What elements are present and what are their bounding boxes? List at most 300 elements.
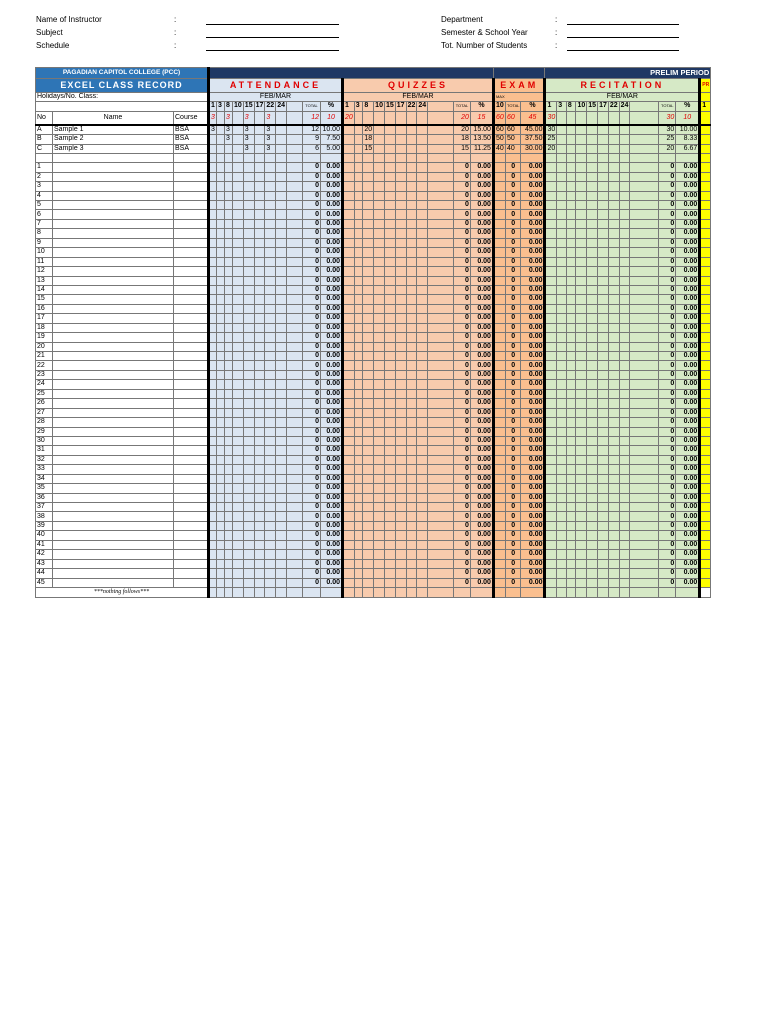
score-cell[interactable] (276, 446, 287, 455)
score-cell[interactable] (493, 248, 505, 257)
score-cell[interactable] (587, 569, 598, 578)
score-cell[interactable] (342, 257, 354, 266)
score-cell[interactable] (233, 503, 244, 512)
score-cell[interactable] (608, 219, 619, 228)
score-cell[interactable] (225, 465, 233, 474)
score-cell[interactable] (384, 314, 395, 323)
score-cell[interactable] (587, 352, 598, 361)
student-course[interactable] (174, 219, 209, 228)
score-cell[interactable] (276, 474, 287, 483)
score-cell[interactable] (545, 323, 557, 332)
score-cell[interactable] (209, 210, 217, 219)
score-cell[interactable] (545, 248, 557, 257)
score-cell[interactable] (384, 352, 395, 361)
score-cell[interactable] (406, 144, 417, 153)
score-cell[interactable] (576, 493, 587, 502)
score-cell[interactable] (557, 559, 567, 568)
score-cell[interactable] (384, 285, 395, 294)
score-cell[interactable] (493, 257, 505, 266)
score-cell[interactable] (384, 465, 395, 474)
score-cell[interactable] (608, 125, 619, 135)
score-cell[interactable] (587, 191, 598, 200)
score-cell[interactable] (254, 408, 265, 417)
score-cell[interactable] (545, 399, 557, 408)
score-cell[interactable] (598, 219, 609, 228)
score-cell[interactable] (395, 352, 406, 361)
score-cell[interactable] (209, 276, 217, 285)
score-cell[interactable] (576, 285, 587, 294)
score-cell[interactable] (363, 370, 374, 379)
score-cell[interactable] (395, 304, 406, 313)
score-cell[interactable] (254, 380, 265, 389)
score-cell[interactable] (598, 314, 609, 323)
score-cell[interactable] (374, 191, 385, 200)
score-cell[interactable] (576, 238, 587, 247)
score-cell[interactable] (576, 172, 587, 181)
score-cell[interactable] (545, 503, 557, 512)
score-cell[interactable] (406, 276, 417, 285)
student-course[interactable] (174, 455, 209, 464)
score-cell[interactable] (209, 248, 217, 257)
score-cell[interactable] (557, 446, 567, 455)
score-cell[interactable] (217, 418, 225, 427)
score-cell[interactable] (374, 182, 385, 191)
score-cell[interactable] (254, 201, 265, 210)
score-cell[interactable] (619, 333, 630, 342)
score-cell[interactable] (233, 352, 244, 361)
score-cell[interactable] (354, 352, 363, 361)
score-cell[interactable] (374, 380, 385, 389)
score-cell[interactable] (576, 389, 587, 398)
student-course[interactable] (174, 352, 209, 361)
score-cell[interactable] (233, 276, 244, 285)
score-cell[interactable] (406, 380, 417, 389)
score-cell[interactable] (233, 304, 244, 313)
student-name[interactable] (53, 446, 174, 455)
score-cell[interactable] (217, 135, 225, 144)
score-cell[interactable] (493, 285, 505, 294)
student-name[interactable] (53, 172, 174, 181)
score-cell[interactable] (276, 342, 287, 351)
student-name[interactable] (53, 276, 174, 285)
score-cell[interactable] (406, 361, 417, 370)
student-course[interactable] (174, 427, 209, 436)
score-cell[interactable] (608, 380, 619, 389)
score-cell[interactable] (395, 295, 406, 304)
score-cell[interactable] (566, 474, 576, 483)
score-cell[interactable] (417, 229, 428, 238)
score-cell[interactable] (254, 163, 265, 172)
score-cell[interactable] (619, 493, 630, 502)
score-cell[interactable] (374, 248, 385, 257)
score-cell[interactable] (342, 521, 354, 530)
score-cell[interactable] (598, 361, 609, 370)
score-cell[interactable] (342, 333, 354, 342)
score-cell[interactable] (374, 465, 385, 474)
score-cell[interactable] (417, 578, 428, 587)
score-cell[interactable] (209, 531, 217, 540)
score-cell[interactable] (374, 484, 385, 493)
score-cell[interactable] (217, 578, 225, 587)
score-cell[interactable] (225, 201, 233, 210)
score-cell[interactable] (342, 144, 354, 153)
score-cell[interactable] (374, 578, 385, 587)
score-cell[interactable] (598, 276, 609, 285)
score-cell[interactable] (342, 455, 354, 464)
score-cell[interactable] (225, 531, 233, 540)
student-course[interactable] (174, 465, 209, 474)
student-name[interactable] (53, 569, 174, 578)
score-cell[interactable] (608, 389, 619, 398)
score-cell[interactable] (276, 248, 287, 257)
student-course[interactable] (174, 380, 209, 389)
score-cell[interactable] (545, 484, 557, 493)
score-cell[interactable] (384, 323, 395, 332)
score-cell[interactable] (225, 238, 233, 247)
score-cell[interactable] (576, 521, 587, 530)
score-cell[interactable]: 3 (265, 125, 276, 135)
score-cell[interactable] (354, 578, 363, 587)
score-cell[interactable] (254, 135, 265, 144)
score-cell[interactable] (225, 248, 233, 257)
score-cell[interactable] (374, 436, 385, 445)
score-cell[interactable] (276, 125, 287, 135)
score-cell[interactable] (566, 219, 576, 228)
score-cell[interactable] (619, 484, 630, 493)
score-cell[interactable] (243, 474, 254, 483)
student-course[interactable] (174, 531, 209, 540)
score-cell[interactable] (406, 295, 417, 304)
score-cell[interactable] (395, 550, 406, 559)
score-cell[interactable] (545, 229, 557, 238)
score-cell[interactable] (384, 182, 395, 191)
score-cell[interactable] (384, 484, 395, 493)
score-cell[interactable] (566, 352, 576, 361)
score-cell[interactable] (417, 427, 428, 436)
score-cell[interactable] (406, 512, 417, 521)
score-cell[interactable] (217, 361, 225, 370)
score-cell[interactable] (545, 267, 557, 276)
score-cell[interactable] (254, 219, 265, 228)
score-cell[interactable] (209, 144, 217, 153)
score-cell[interactable] (608, 285, 619, 294)
score-cell[interactable] (233, 333, 244, 342)
score-cell[interactable] (209, 418, 217, 427)
score-cell[interactable] (374, 455, 385, 464)
score-cell[interactable] (566, 276, 576, 285)
score-cell[interactable] (417, 219, 428, 228)
score-cell[interactable] (225, 219, 233, 228)
score-cell[interactable] (265, 276, 276, 285)
score-cell[interactable] (374, 314, 385, 323)
score-cell[interactable] (354, 201, 363, 210)
score-cell[interactable] (619, 267, 630, 276)
score-cell[interactable] (384, 540, 395, 549)
score-cell[interactable] (254, 455, 265, 464)
score-cell[interactable] (493, 219, 505, 228)
score-cell[interactable] (384, 493, 395, 502)
score-cell[interactable] (233, 569, 244, 578)
score-cell[interactable] (576, 210, 587, 219)
score-cell[interactable] (217, 163, 225, 172)
score-cell[interactable] (557, 436, 567, 445)
score-cell[interactable] (587, 135, 598, 144)
score-cell[interactable] (225, 144, 233, 153)
score-cell[interactable] (395, 323, 406, 332)
score-cell[interactable]: 25 (545, 135, 557, 144)
score-cell[interactable] (576, 191, 587, 200)
score-cell[interactable] (342, 550, 354, 559)
score-cell[interactable] (233, 521, 244, 530)
student-name[interactable] (53, 436, 174, 445)
score-cell[interactable] (493, 229, 505, 238)
score-cell[interactable] (342, 380, 354, 389)
score-cell[interactable] (363, 314, 374, 323)
score-cell[interactable] (217, 229, 225, 238)
score-cell[interactable] (417, 418, 428, 427)
score-cell[interactable] (417, 314, 428, 323)
score-cell[interactable] (608, 578, 619, 587)
score-cell[interactable] (374, 238, 385, 247)
score-cell[interactable] (265, 342, 276, 351)
score-cell[interactable] (374, 493, 385, 502)
score-cell[interactable]: 50 (493, 135, 505, 144)
student-course[interactable] (174, 578, 209, 587)
score-cell[interactable] (417, 144, 428, 153)
score-cell[interactable] (598, 493, 609, 502)
score-cell[interactable] (217, 172, 225, 181)
score-cell[interactable] (217, 219, 225, 228)
score-cell[interactable] (566, 285, 576, 294)
score-cell[interactable] (209, 540, 217, 549)
score-cell[interactable] (225, 352, 233, 361)
score-cell[interactable] (384, 201, 395, 210)
score-cell[interactable] (384, 370, 395, 379)
student-name[interactable] (53, 323, 174, 332)
score-cell[interactable] (608, 465, 619, 474)
score-cell[interactable] (608, 276, 619, 285)
score-cell[interactable] (395, 182, 406, 191)
score-cell[interactable] (265, 201, 276, 210)
score-cell[interactable] (276, 257, 287, 266)
score-cell[interactable] (576, 361, 587, 370)
score-cell[interactable] (209, 172, 217, 181)
score-cell[interactable] (619, 229, 630, 238)
score-cell[interactable] (254, 285, 265, 294)
score-cell[interactable] (225, 191, 233, 200)
score-cell[interactable] (587, 333, 598, 342)
score-cell[interactable] (243, 276, 254, 285)
score-cell[interactable] (363, 219, 374, 228)
score-cell[interactable] (243, 323, 254, 332)
score-cell[interactable] (576, 201, 587, 210)
score-cell[interactable] (265, 408, 276, 417)
score-cell[interactable] (576, 512, 587, 521)
student-name[interactable] (53, 380, 174, 389)
score-cell[interactable] (265, 578, 276, 587)
score-cell[interactable] (566, 295, 576, 304)
score-cell[interactable] (342, 569, 354, 578)
score-cell[interactable] (619, 219, 630, 228)
score-cell[interactable] (254, 399, 265, 408)
score-cell[interactable] (354, 484, 363, 493)
score-cell[interactable] (276, 559, 287, 568)
score-cell[interactable] (243, 285, 254, 294)
score-cell[interactable] (254, 125, 265, 135)
score-cell[interactable] (209, 521, 217, 530)
score-cell[interactable] (209, 219, 217, 228)
score-cell[interactable] (587, 267, 598, 276)
score-cell[interactable] (342, 219, 354, 228)
score-cell[interactable] (598, 521, 609, 530)
score-cell[interactable] (225, 474, 233, 483)
score-cell[interactable] (566, 540, 576, 549)
student-course[interactable] (174, 314, 209, 323)
score-cell[interactable] (254, 493, 265, 502)
score-cell[interactable] (217, 295, 225, 304)
score-cell[interactable] (557, 408, 567, 417)
score-cell[interactable] (254, 182, 265, 191)
score-cell[interactable] (217, 550, 225, 559)
score-cell[interactable] (545, 493, 557, 502)
score-cell[interactable] (233, 361, 244, 370)
score-cell[interactable] (598, 333, 609, 342)
score-cell[interactable] (342, 229, 354, 238)
score-cell[interactable] (363, 569, 374, 578)
score-cell[interactable] (619, 191, 630, 200)
score-cell[interactable] (587, 361, 598, 370)
score-cell[interactable] (254, 172, 265, 181)
instructor-field[interactable] (206, 15, 339, 25)
score-cell[interactable] (545, 389, 557, 398)
score-cell[interactable] (217, 389, 225, 398)
student-name[interactable] (53, 493, 174, 502)
score-cell[interactable] (557, 144, 567, 153)
score-cell[interactable] (254, 333, 265, 342)
score-cell[interactable] (254, 578, 265, 587)
score-cell[interactable] (406, 267, 417, 276)
score-cell[interactable] (233, 389, 244, 398)
score-cell[interactable] (342, 436, 354, 445)
score-cell[interactable] (374, 352, 385, 361)
score-cell[interactable] (374, 304, 385, 313)
student-name[interactable]: Sample 3 (53, 144, 174, 153)
score-cell[interactable] (566, 191, 576, 200)
score-cell[interactable] (417, 333, 428, 342)
score-cell[interactable] (233, 380, 244, 389)
score-cell[interactable] (417, 521, 428, 530)
score-cell[interactable] (363, 531, 374, 540)
score-cell[interactable] (354, 182, 363, 191)
score-cell[interactable] (342, 408, 354, 417)
score-cell[interactable]: 15 (364, 144, 373, 152)
score-cell[interactable] (587, 427, 598, 436)
student-name[interactable] (53, 540, 174, 549)
score-cell[interactable] (417, 531, 428, 540)
score-cell[interactable] (354, 219, 363, 228)
student-name[interactable] (53, 248, 174, 257)
score-cell[interactable] (217, 531, 225, 540)
score-cell[interactable] (254, 248, 265, 257)
score-cell[interactable] (608, 455, 619, 464)
score-cell[interactable] (598, 446, 609, 455)
score-cell[interactable] (217, 201, 225, 210)
score-cell[interactable] (395, 201, 406, 210)
score-cell[interactable] (265, 304, 276, 313)
score-cell[interactable] (217, 182, 225, 191)
score-cell[interactable] (276, 493, 287, 502)
score-cell[interactable] (354, 380, 363, 389)
score-cell[interactable] (354, 540, 363, 549)
score-cell[interactable] (566, 201, 576, 210)
student-name[interactable] (53, 201, 174, 210)
score-cell[interactable] (384, 295, 395, 304)
score-cell[interactable] (374, 295, 385, 304)
score-cell[interactable] (406, 408, 417, 417)
score-cell[interactable] (576, 408, 587, 417)
score-cell[interactable]: 60 (493, 125, 505, 135)
score-cell[interactable] (566, 455, 576, 464)
score-cell[interactable] (557, 484, 567, 493)
score-cell[interactable] (619, 512, 630, 521)
student-name[interactable] (53, 408, 174, 417)
score-cell[interactable] (265, 493, 276, 502)
score-cell[interactable] (557, 352, 567, 361)
score-cell[interactable] (276, 163, 287, 172)
score-cell[interactable] (587, 446, 598, 455)
score-cell[interactable] (493, 314, 505, 323)
score-cell[interactable] (254, 238, 265, 247)
score-cell[interactable] (276, 323, 287, 332)
score-cell[interactable] (374, 389, 385, 398)
student-course[interactable] (174, 418, 209, 427)
score-cell[interactable] (493, 380, 505, 389)
score-cell[interactable] (217, 238, 225, 247)
score-cell[interactable] (374, 399, 385, 408)
score-cell[interactable] (342, 418, 354, 427)
score-cell[interactable] (342, 389, 354, 398)
score-cell[interactable] (545, 201, 557, 210)
score-cell[interactable] (417, 361, 428, 370)
score-cell[interactable] (557, 285, 567, 294)
score-cell[interactable] (384, 503, 395, 512)
score-cell[interactable] (363, 276, 374, 285)
score-cell[interactable] (265, 380, 276, 389)
score-cell[interactable] (598, 559, 609, 568)
score-cell[interactable] (608, 427, 619, 436)
score-cell[interactable] (384, 210, 395, 219)
score-cell[interactable] (342, 342, 354, 351)
score-cell[interactable] (243, 257, 254, 266)
score-cell[interactable] (608, 248, 619, 257)
score-cell[interactable] (384, 333, 395, 342)
score-cell[interactable] (363, 304, 374, 313)
score-cell[interactable] (557, 276, 567, 285)
score-cell[interactable] (417, 295, 428, 304)
score-cell[interactable]: 3 (265, 144, 276, 153)
score-cell[interactable] (243, 455, 254, 464)
score-cell[interactable] (243, 484, 254, 493)
score-cell[interactable] (276, 172, 287, 181)
score-cell[interactable] (243, 352, 254, 361)
score-cell[interactable] (254, 446, 265, 455)
score-cell[interactable] (374, 361, 385, 370)
score-cell[interactable] (395, 380, 406, 389)
score-cell[interactable] (374, 210, 385, 219)
score-cell[interactable] (209, 267, 217, 276)
score-cell[interactable] (217, 512, 225, 521)
score-cell[interactable] (254, 503, 265, 512)
